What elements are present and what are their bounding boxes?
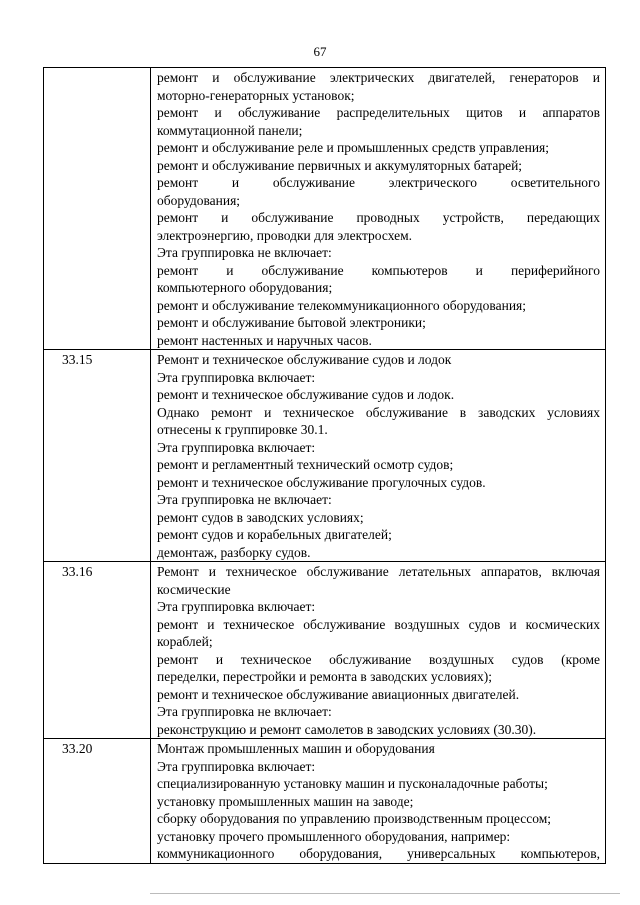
page-number: 67 bbox=[313, 44, 327, 59]
text-line: ремонт и техническое обслуживание авиационных двигателей. bbox=[157, 686, 520, 702]
text-line: специализированную установку машин и пусконаладочные работы; bbox=[157, 776, 548, 791]
text-line: ремонт и регламентный технический осмотр судов; bbox=[157, 457, 454, 472]
text-line: ремонт и обслуживание электрических двигателей, генераторов и bbox=[157, 70, 600, 85]
row-description bbox=[151, 350, 606, 562]
text-line: отнесены к группировке 30.1. bbox=[157, 422, 328, 437]
text-line: Монтаж промышленных машин и оборудования bbox=[157, 741, 435, 756]
text-line: Однако ремонт и техническое обслуживание в заводских условиях bbox=[157, 404, 600, 420]
text-line: установку промышленных машин на заводе; bbox=[157, 793, 414, 809]
classification-table bbox=[43, 67, 606, 864]
text-line: Ремонт и техническое обслуживание судов и лодок bbox=[157, 352, 452, 367]
text-line: переделки, перестройки и ремонта в заводских условиях); bbox=[157, 669, 492, 684]
text-line: космические bbox=[157, 581, 231, 597]
table-row bbox=[44, 562, 606, 739]
text-line: реконструкцию и ремонт самолетов в заводских условиях (30.30). bbox=[157, 721, 537, 737]
text-line: оборудования; bbox=[157, 192, 241, 208]
text-line: ремонт и обслуживание первичных и аккумуляторных батарей; bbox=[157, 157, 523, 173]
text-line: моторно-генераторных установок; bbox=[157, 87, 355, 103]
text-line: Эта группировка включает: bbox=[157, 369, 316, 385]
text-line: компьютерного оборудования; bbox=[157, 280, 333, 295]
text-line: ремонт и обслуживание проводных устройств, передающих bbox=[157, 210, 600, 225]
table-row bbox=[44, 68, 606, 350]
row-code: 33.15 bbox=[44, 350, 151, 562]
text-line: Эта группировка не включает: bbox=[157, 245, 332, 260]
text-line: ремонт и обслуживание реле и промышленных средств управления; bbox=[157, 140, 550, 155]
text-line: Эта группировка не включает: bbox=[157, 492, 332, 507]
text-line: Эта группировка не включает: bbox=[157, 704, 332, 719]
table-row bbox=[44, 350, 606, 562]
text-line: сборку оборудования по управлению производственным процессом; bbox=[157, 811, 552, 826]
text-line: ремонт и обслуживание бытовой электроники; bbox=[157, 315, 426, 330]
text-line: ремонт и техническое обслуживание прогулочных судов. bbox=[157, 474, 486, 490]
text-line: установку прочего промышленного оборудования, например: bbox=[157, 828, 511, 844]
row-description bbox=[151, 739, 606, 864]
row-description bbox=[151, 562, 606, 739]
text-line: ремонт и обслуживание электрического осветительного bbox=[157, 175, 600, 190]
text-line: Эта группировка включает: bbox=[157, 439, 316, 455]
text-line: ремонт и обслуживание телекоммуникационного оборудования; bbox=[157, 297, 527, 313]
table-row bbox=[44, 739, 606, 864]
text-line: ремонт и обслуживание компьютеров и периферийного bbox=[157, 262, 600, 278]
text-line: ремонт и техническое обслуживание воздушных судов и космических bbox=[157, 616, 600, 632]
scan-edge-line bbox=[150, 893, 620, 894]
text-line: ремонт и техническое обслуживание воздушных судов (кроме bbox=[157, 651, 600, 667]
text-line: ремонт и техническое обслуживание судов и лодок. bbox=[157, 387, 455, 402]
text-line: кораблей; bbox=[157, 634, 213, 649]
text-line: электроэнергию, проводки для электросхем. bbox=[157, 227, 413, 243]
text-line: ремонт судов в заводских условиях; bbox=[157, 509, 364, 525]
text-line: коммутационной панели; bbox=[157, 122, 303, 138]
row-code: 33.16 bbox=[44, 562, 151, 739]
row-code: 33.20 bbox=[44, 739, 151, 864]
text-line: ремонт и обслуживание распределительных щитов и аппаратов bbox=[157, 105, 600, 120]
text-line: коммуникационного оборудования, универсальных компьютеров, bbox=[157, 846, 600, 861]
text-line: демонтаж, разборку судов. bbox=[157, 544, 311, 560]
row-description bbox=[151, 68, 606, 350]
text-line: ремонт судов и корабельных двигателей; bbox=[157, 527, 392, 542]
text-line: Ремонт и техническое обслуживание летательных аппаратов, включая bbox=[157, 564, 600, 579]
row-code bbox=[44, 68, 151, 350]
text-line: ремонт настенных и наручных часов. bbox=[157, 332, 372, 348]
text-line: Эта группировка включает: bbox=[157, 758, 316, 774]
text-line: Эта группировка включает: bbox=[157, 599, 316, 614]
